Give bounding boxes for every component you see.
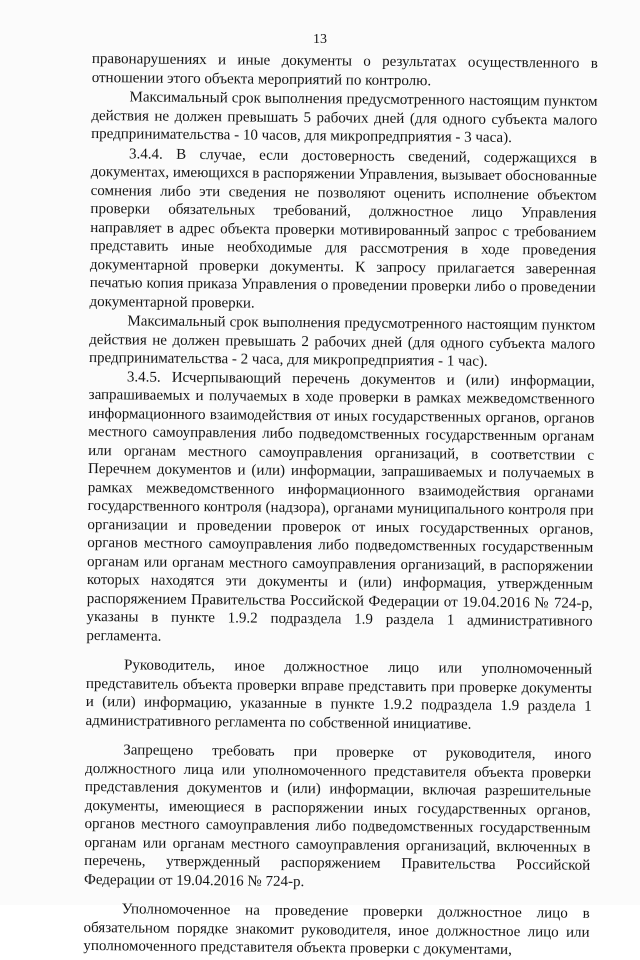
paragraph-max-term-5-days: Максимальный срок выполнения предусмотренного настоящим пунктом действия не должен превышать 5 рабочих дней (для одного субъекта малого предпринимательства - 10 часов, для микропредприятия - 3 часа). xyxy=(91,89,598,147)
paragraph-max-term-2-days: Максимальный срок выполнения предусмотренного настоящим пунктом действия не должен превышать 2 рабочих дней (для одного субъекта малого предпринимательства - 2 часа, для микропредприятия - 1 час). xyxy=(88,313,596,370)
paragraph-continuation: правонарушениях и иные документы о результатах осуществленного в отношении этого объекта мероприятий по контролю. xyxy=(91,50,598,89)
document-body xyxy=(83,50,598,960)
paragraph-familiarization: Уполномоченное на проведение проверки должностное лицо в обязательном порядке знакомит руководителя, иное должностное лицо или уполномоченного представителя объекта проверки с документами, xyxy=(83,901,590,959)
paragraph-3-4-5: 3.4.5. Исчерпывающий перечень документов и (или) информации, запрашиваемых и получаемых в ходе проверки в рамках межведомственного информационного взаимодействия от иных государственных органов, органов местного самоуправления либо подведомственных государственным органам или органам местного самоуправления организаций, в соответствии с Перечнем документов и (или) информации, запрашиваемых и получаемых в рамках межведомственного информационного взаимодействия органами государственного контроля (надзора), органами муниципального контроля при организации и проведении проверок от иных государственных органов, органов местного самоуправления либо подведомственных государственным органам или органам местного самоуправления организаций, в распоряжении которых находятся эти документы и (или) информация, утвержденным распоряжением Правительства Российской Федерации от 19.04.2016 № 724-р, указаны в пункте 1.9.2 подраздела 1.9 раздела 1 административного регламента. xyxy=(86,368,595,645)
paragraph-prohibition: Запрещено требовать при проверке от руководителя, иного должностного лица или уполномоченного представителя объекта проверки представления документов и (или) информации, включая разрешительные документы, имеющиеся в распоряжении иных государственных органов, органов местного самоуправления либо подведомственных государственным органам или органам местного самоуправления организаций, включенных в перечень, утвержденный распоряжением Правительства Российской Федерации от 19.04.2016 № 724-р. xyxy=(83,742,592,890)
page-number: 13 xyxy=(313,32,327,47)
paragraph-representative-rights: Руководитель, иное должностное лицо или уполномоченный представитель объекта проверки вправе представить при проверке документы и (или) информацию, указанные в пункте 1.9.2 подраздела 1.9 раздела 1 административного регламента по собственной инициативе. xyxy=(85,657,593,733)
paragraph-3-4-4: 3.4.4. В случае, если достоверность сведений, содержащихся в документах, имеющихся в распоряжении Управления, вызывает обоснованные сомнения либо эти сведения не позволяют оценить исполнение объектом проверки обязательных требований, должностное лицо Управления направляет в адрес объекта проверки мотивированный запрос с требованием представить иные необходимые для рассмотрения в ходе проведения документарной проверки документы. К запросу прилагается заверенная печатью копия приказа Управления о проведении проверки либо о проведении документарной проверки. xyxy=(89,145,598,312)
